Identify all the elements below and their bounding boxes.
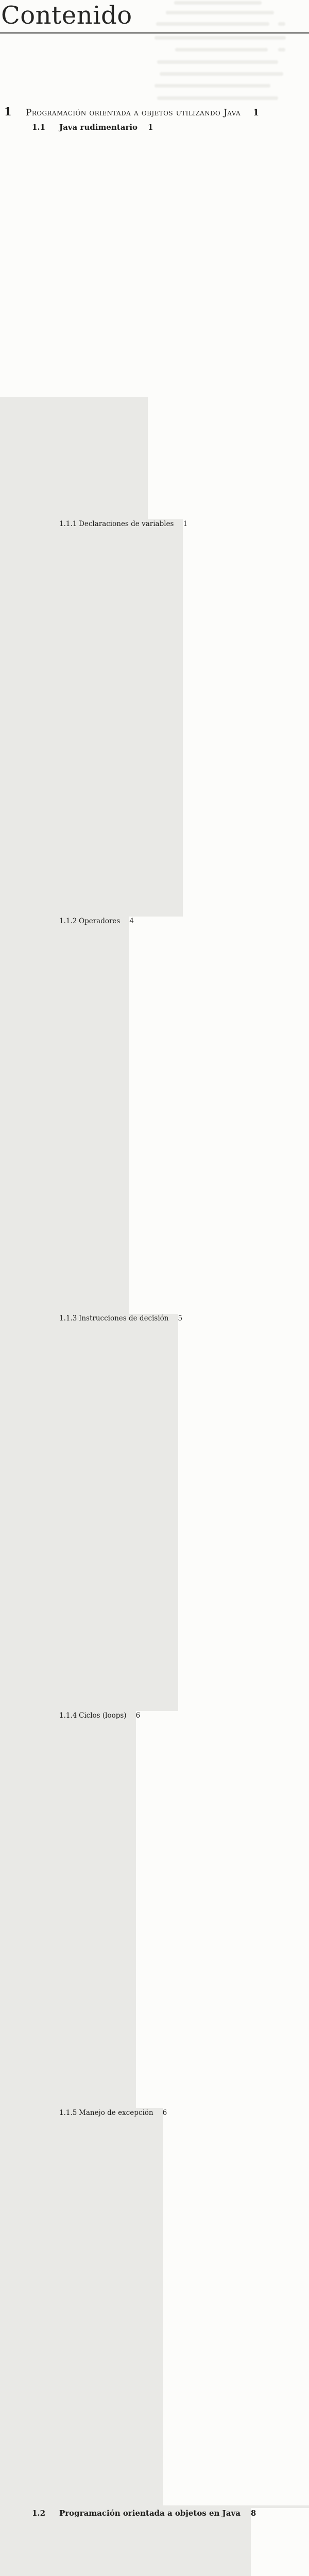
entry-label: Manejo de excepción (79, 2108, 153, 2117)
entry-label: Java rudimentario (59, 122, 138, 132)
entry-number: 1.1 (32, 122, 59, 132)
entry-number: 1.1.5 (59, 2108, 79, 2117)
toc-page (0, 0, 309, 397)
entry-number: 1.1.4 (59, 1711, 79, 1720)
entry-page-number: 5 (178, 1314, 309, 1711)
entry-label: Operadores (79, 917, 120, 926)
toc-entry (0, 917, 309, 1314)
chapter-page-number: 1 (253, 107, 259, 119)
title-rule (0, 32, 309, 33)
toc-entry (0, 1711, 309, 2108)
entry-page-number: 4 (129, 917, 309, 1314)
entry-page-number: 6 (163, 2108, 309, 2505)
entry-label: Programación orientada a objetos en Java (59, 2508, 241, 2518)
entry-label: Declaraciones de variables (79, 519, 174, 529)
toc-entry (0, 2108, 309, 2505)
toc-entry (0, 2508, 309, 2576)
chapter-number: 1 (4, 106, 26, 118)
toc-entries (0, 122, 309, 2576)
toc-entry (0, 519, 309, 917)
entry-page-number: 6 (136, 1711, 309, 2108)
entry-number: 1.2 (32, 2508, 59, 2518)
chapter-title: Programación orientada a objetos utilizando Java (26, 107, 241, 119)
page-title: Contenido (1, 0, 309, 28)
entry-number: 1.1.3 (59, 1314, 79, 1323)
entry-page-number: 1 (183, 519, 309, 917)
entry-number: 1.1.1 (59, 519, 79, 529)
entry-label: Ciclos (loops) (79, 1711, 127, 1720)
toc-entry (0, 1314, 309, 1711)
entry-page-number: 8 (251, 2508, 309, 2576)
toc-entry (0, 122, 309, 519)
entry-page-number: 1 (148, 122, 309, 519)
chapter-heading (0, 106, 309, 119)
entry-label: Instrucciones de decisión (79, 1314, 169, 1323)
entry-number: 1.1.2 (59, 917, 79, 926)
